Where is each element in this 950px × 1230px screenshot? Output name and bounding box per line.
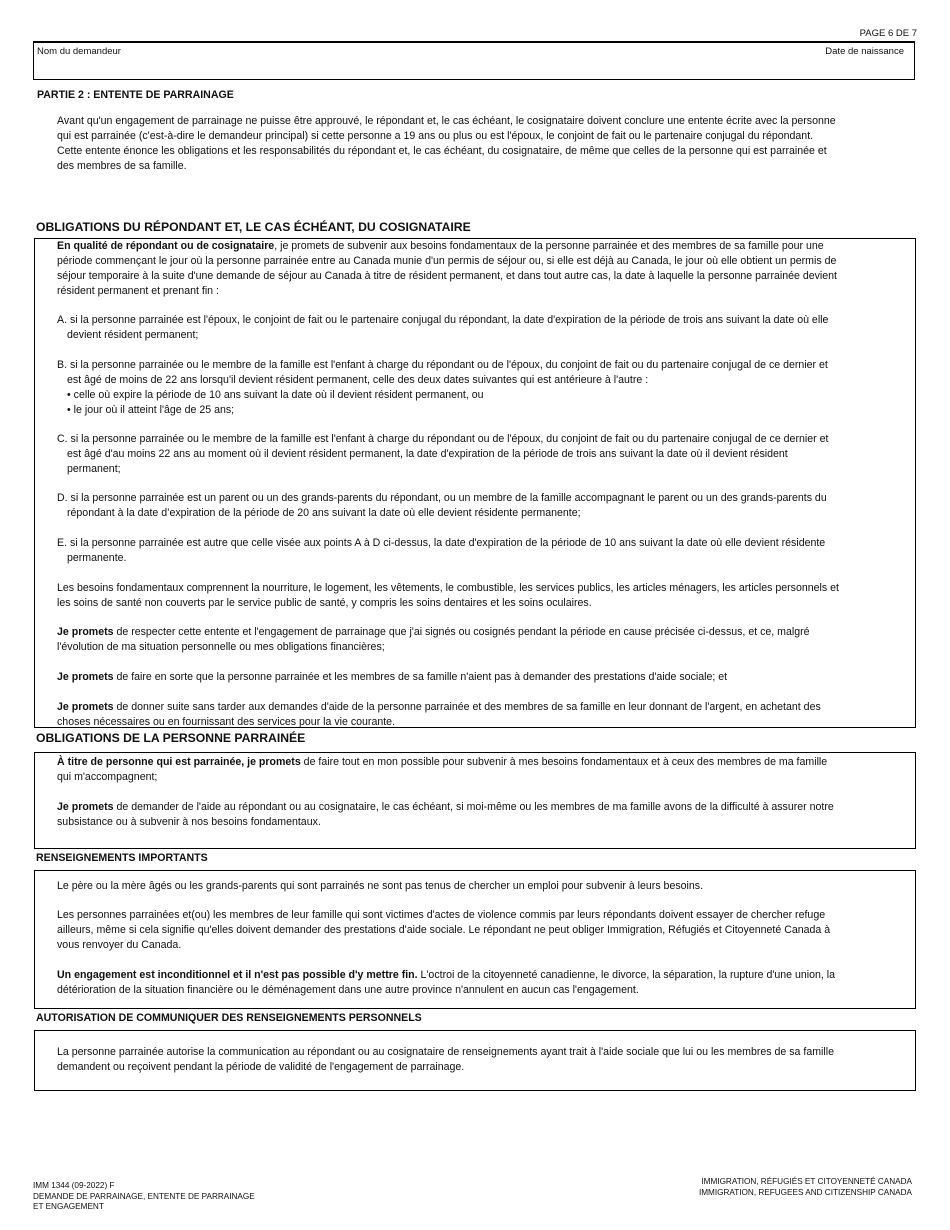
authorization-line: La personne parrainée autorise la communication au répondant ou au cosignataire de renseignements ayant trait à l'aide sociale que lui ou les membres de sa famille bbox=[57, 1046, 835, 1058]
promise-text: de faire en sorte que la personne parrainée et les membres de sa famille n'aient pas à demander des prestations d'aide sociale; et bbox=[113, 671, 728, 683]
sponsor-p1-line: résident permanent et prenant fin : bbox=[57, 284, 219, 297]
sponsored-p1-text: de faire tout en mon possible pour subvenir à mes besoins fondamentaux et à ceux des membres de ma famille bbox=[300, 756, 828, 768]
basic-needs-line: Les besoins fondamentaux comprennent la nourriture, le logement, les vêtements, le combustible, les services publics, les articles ménagers, les articles personnels et bbox=[57, 582, 839, 594]
department-en: IMMIGRATION, REFUGEES AND CITIZENSHIP CANADA bbox=[698, 1187, 912, 1197]
page-number: PAGE 6 DE 7 bbox=[859, 28, 917, 39]
promise-line: choses nécessaires ou en fournissant des services pour la vie courante. bbox=[57, 715, 396, 728]
item-d-line: répondant à la date d’expiration de la période de 20 ans suivant la date où elle devient résidente permanente; bbox=[67, 506, 581, 519]
sponsored-p2-text: de demander de l'aide au répondant ou au cosignataire, le cas échéant, si moi-même ou les membres de ma famille avons de la difficulté à assurer notre bbox=[113, 801, 834, 813]
sponsor-p1 bbox=[57, 239, 914, 254]
authorization-line: demandent ou reçoivent pendant la période de validité de l'engagement de parrainage. bbox=[57, 1060, 465, 1073]
promise-bold: Je promets bbox=[57, 626, 114, 638]
part2-intro bbox=[57, 114, 912, 174]
item-a-line: A. si la personne parrainée est l'époux, le conjoint de fait ou le partenaire conjugal du répondant, la date d'expiration de la période de trois ans suivant la date où elle bbox=[57, 314, 829, 326]
intro-line: Avant qu'un engagement de parrainage ne puisse être approuvé, le répondant et, le cas échéant, le cosignataire doivent conclure une entente écrite avec la personne bbox=[57, 115, 836, 127]
important-p3-text: L'octroi de la citoyenneté canadienne, le divorce, la séparation, la rupture d'une union, la bbox=[417, 969, 836, 981]
sponsored-p1-line: qui m'accompagnent; bbox=[57, 770, 158, 783]
item-d-line: D. si la personne parrainée est un parent ou un des grands-parents du répondant, ou un membre de la famille accompagnant le parent ou un des grands-parents du bbox=[57, 492, 827, 504]
promise-text: de respecter cette entente et l'engagement de parrainage que j'ai signés ou cosignés pendant la période en cause précisée ci-dessus, et ce, malgré bbox=[113, 626, 810, 638]
sponsor-p1-bold: En qualité de répondant ou de cosignataire bbox=[57, 240, 275, 252]
item-e-line: permanente. bbox=[67, 551, 127, 564]
applicant-name-label: Nom du demandeur bbox=[37, 46, 121, 57]
promise-text: de donner suite sans tarder aux demandes d'aide de la personne parrainée et des membres de sa famille en leur donnant de l'argent, en achetant des bbox=[113, 701, 821, 713]
item-a-line: devient résident permanent; bbox=[67, 328, 199, 341]
item-e-line: E. si la personne parrainée est autre que celle visée aux points A à D ci-dessus, la date d'expiration de la période de 10 ans suivant la date où elle devient résidente bbox=[57, 537, 826, 549]
sponsored-obligations-title: OBLIGATIONS DE LA PERSONNE PARRAINÉE bbox=[36, 731, 306, 745]
sponsor-p1-text: , je promets de subvenir aux besoins fondamentaux de la personne parrainée et des membres de sa famille pour une bbox=[274, 240, 824, 252]
authorization-box bbox=[34, 1030, 916, 1091]
sponsored-obligations-box bbox=[34, 752, 916, 849]
sponsored-p1-bold: À titre de personne qui est parrainée, je promets bbox=[57, 756, 301, 768]
department-fr: IMMIGRATION, RÉFUGIÉS ET CITOYENNETÉ CANADA bbox=[701, 1177, 912, 1186]
authorization-title: AUTORISATION DE COMMUNIQUER DES RENSEIGNEMENTS PERSONNELS bbox=[36, 1012, 422, 1024]
promise-3 bbox=[57, 700, 914, 730]
item-c-line: est âgé d'au moins 22 ans au moment où il devient résident permanent, la date d'expiration de la période de trois ans suivant la date où il devient résident bbox=[67, 447, 788, 460]
form-title-line: ET ENGAGEMENT bbox=[33, 1202, 104, 1211]
sponsor-p1-line: séjour temporaire à la suite d'une demande de séjour au Canada à titre de résident permanent, et dans tout autre cas, la date à laquelle la personne parrainée devient bbox=[57, 269, 837, 282]
footer-department bbox=[699, 1177, 912, 1198]
sponsor-obligations-box bbox=[34, 238, 916, 728]
important-p2-line: vous renvoyer du Canada. bbox=[57, 938, 182, 951]
item-e bbox=[57, 536, 914, 566]
sponsored-p2-line: subsistance ou à subvenir à nos besoins fondamentaux. bbox=[57, 815, 321, 828]
item-a bbox=[57, 313, 914, 343]
intro-line: Cette entente énonce les obligations et les responsabilités du répondant et, le cas échéant, du cosignataire, de même que celles de la personne qui est parrainée et bbox=[57, 144, 827, 157]
applicant-header-box bbox=[33, 41, 915, 80]
important-p1: Le père ou la mère âgés ou les grands-parents qui sont parrainés ne sont pas tenus de chercher un emploi pour subvenir à leurs besoins. bbox=[57, 880, 704, 892]
intro-line: des membres de sa famille. bbox=[57, 159, 187, 172]
part2-title: PARTIE 2 : ENTENTE DE PARRAINAGE bbox=[37, 89, 234, 101]
item-b-line: B. si la personne parrainée ou le membre de la famille est l'enfant à charge du répondant ou de l'époux, du conjoint de fait ou du partenaire conjugal de ce dernier et bbox=[57, 359, 828, 371]
promise-1 bbox=[57, 625, 914, 655]
sponsored-p2-bold: Je promets bbox=[57, 801, 114, 813]
promise-line: l'évolution de ma situation personnelle ou mes obligations financières; bbox=[57, 640, 385, 653]
important-p3-bold: Un engagement est inconditionnel et il n'est pas possible d'y mettre fin. bbox=[57, 969, 418, 981]
promise-bold: Je promets bbox=[57, 671, 114, 683]
item-b-line: est âgé de moins de 22 ans lorsqu'il devient résident permanent, celle des deux dates suivantes qui est antérieure à l'autre : bbox=[67, 373, 649, 386]
promise-2 bbox=[57, 670, 914, 685]
important-info-box bbox=[34, 870, 916, 1009]
basic-needs-paragraph bbox=[57, 581, 914, 611]
footer-form-info bbox=[33, 1181, 255, 1213]
item-d bbox=[57, 491, 914, 521]
item-c-line: permanent; bbox=[67, 462, 121, 475]
basic-needs-line: les soins de santé non couverts par le service public de santé, y compris les soins dentaires et les soins oculaires. bbox=[57, 596, 592, 609]
important-p2-line: Les personnes parrainées et(ou) les membres de leur famille qui sont victimes d'actes de violence commis par leurs répondants doivent essayer de chercher refuge bbox=[57, 909, 826, 921]
sponsor-p1-line: période commençant le jour où la personne parrainée entre au Canada munie d'un permis de séjour ou, si elle est déjà au Canada, le jour où elle obtient un permis de bbox=[57, 254, 837, 267]
sponsor-obligations-title: OBLIGATIONS DU RÉPONDANT ET, LE CAS ÉCHÉANT, DU COSIGNATAIRE bbox=[36, 220, 471, 234]
important-p2-line: ailleurs, même si cela signifie qu'elles doivent demander des prestations d'aide sociale. Le répondant ne peut obliger Immigration, Réfugiés et Citoyenneté Canada à bbox=[57, 923, 831, 936]
item-c bbox=[57, 432, 914, 477]
birth-date-label: Date de naissance bbox=[825, 46, 904, 57]
form-code: IMM 1344 (09-2022) F bbox=[33, 1181, 115, 1190]
important-p3-line: détérioration de la situation financière ou le déménagement dans une autre province n'annulent en aucun cas l'engagement. bbox=[57, 983, 639, 996]
item-b-bullet: • le jour où il atteint l'âge de 25 ans; bbox=[67, 403, 235, 416]
item-b bbox=[57, 358, 914, 418]
item-c-line: C. si la personne parrainée ou le membre de la famille est l'enfant à charge du répondant ou de l'époux, du conjoint de fait ou du partenaire conjugal de ce dernier et bbox=[57, 433, 829, 445]
important-info-title: RENSEIGNEMENTS IMPORTANTS bbox=[36, 852, 208, 864]
promise-bold: Je promets bbox=[57, 701, 114, 713]
item-b-bullet: • celle où expire la période de 10 ans suivant la date où il devient résident permanent, ou bbox=[67, 388, 484, 401]
intro-line: qui est parrainée (c'est-à-dire le demandeur principal) si cette personne a 19 ans ou plus ou est l'époux, le conjoint de fait ou le partenaire conjugal du répondant. bbox=[57, 129, 814, 142]
form-title-line: DEMANDE DE PARRAINAGE, ENTENTE DE PARRAINAGE bbox=[33, 1191, 255, 1201]
